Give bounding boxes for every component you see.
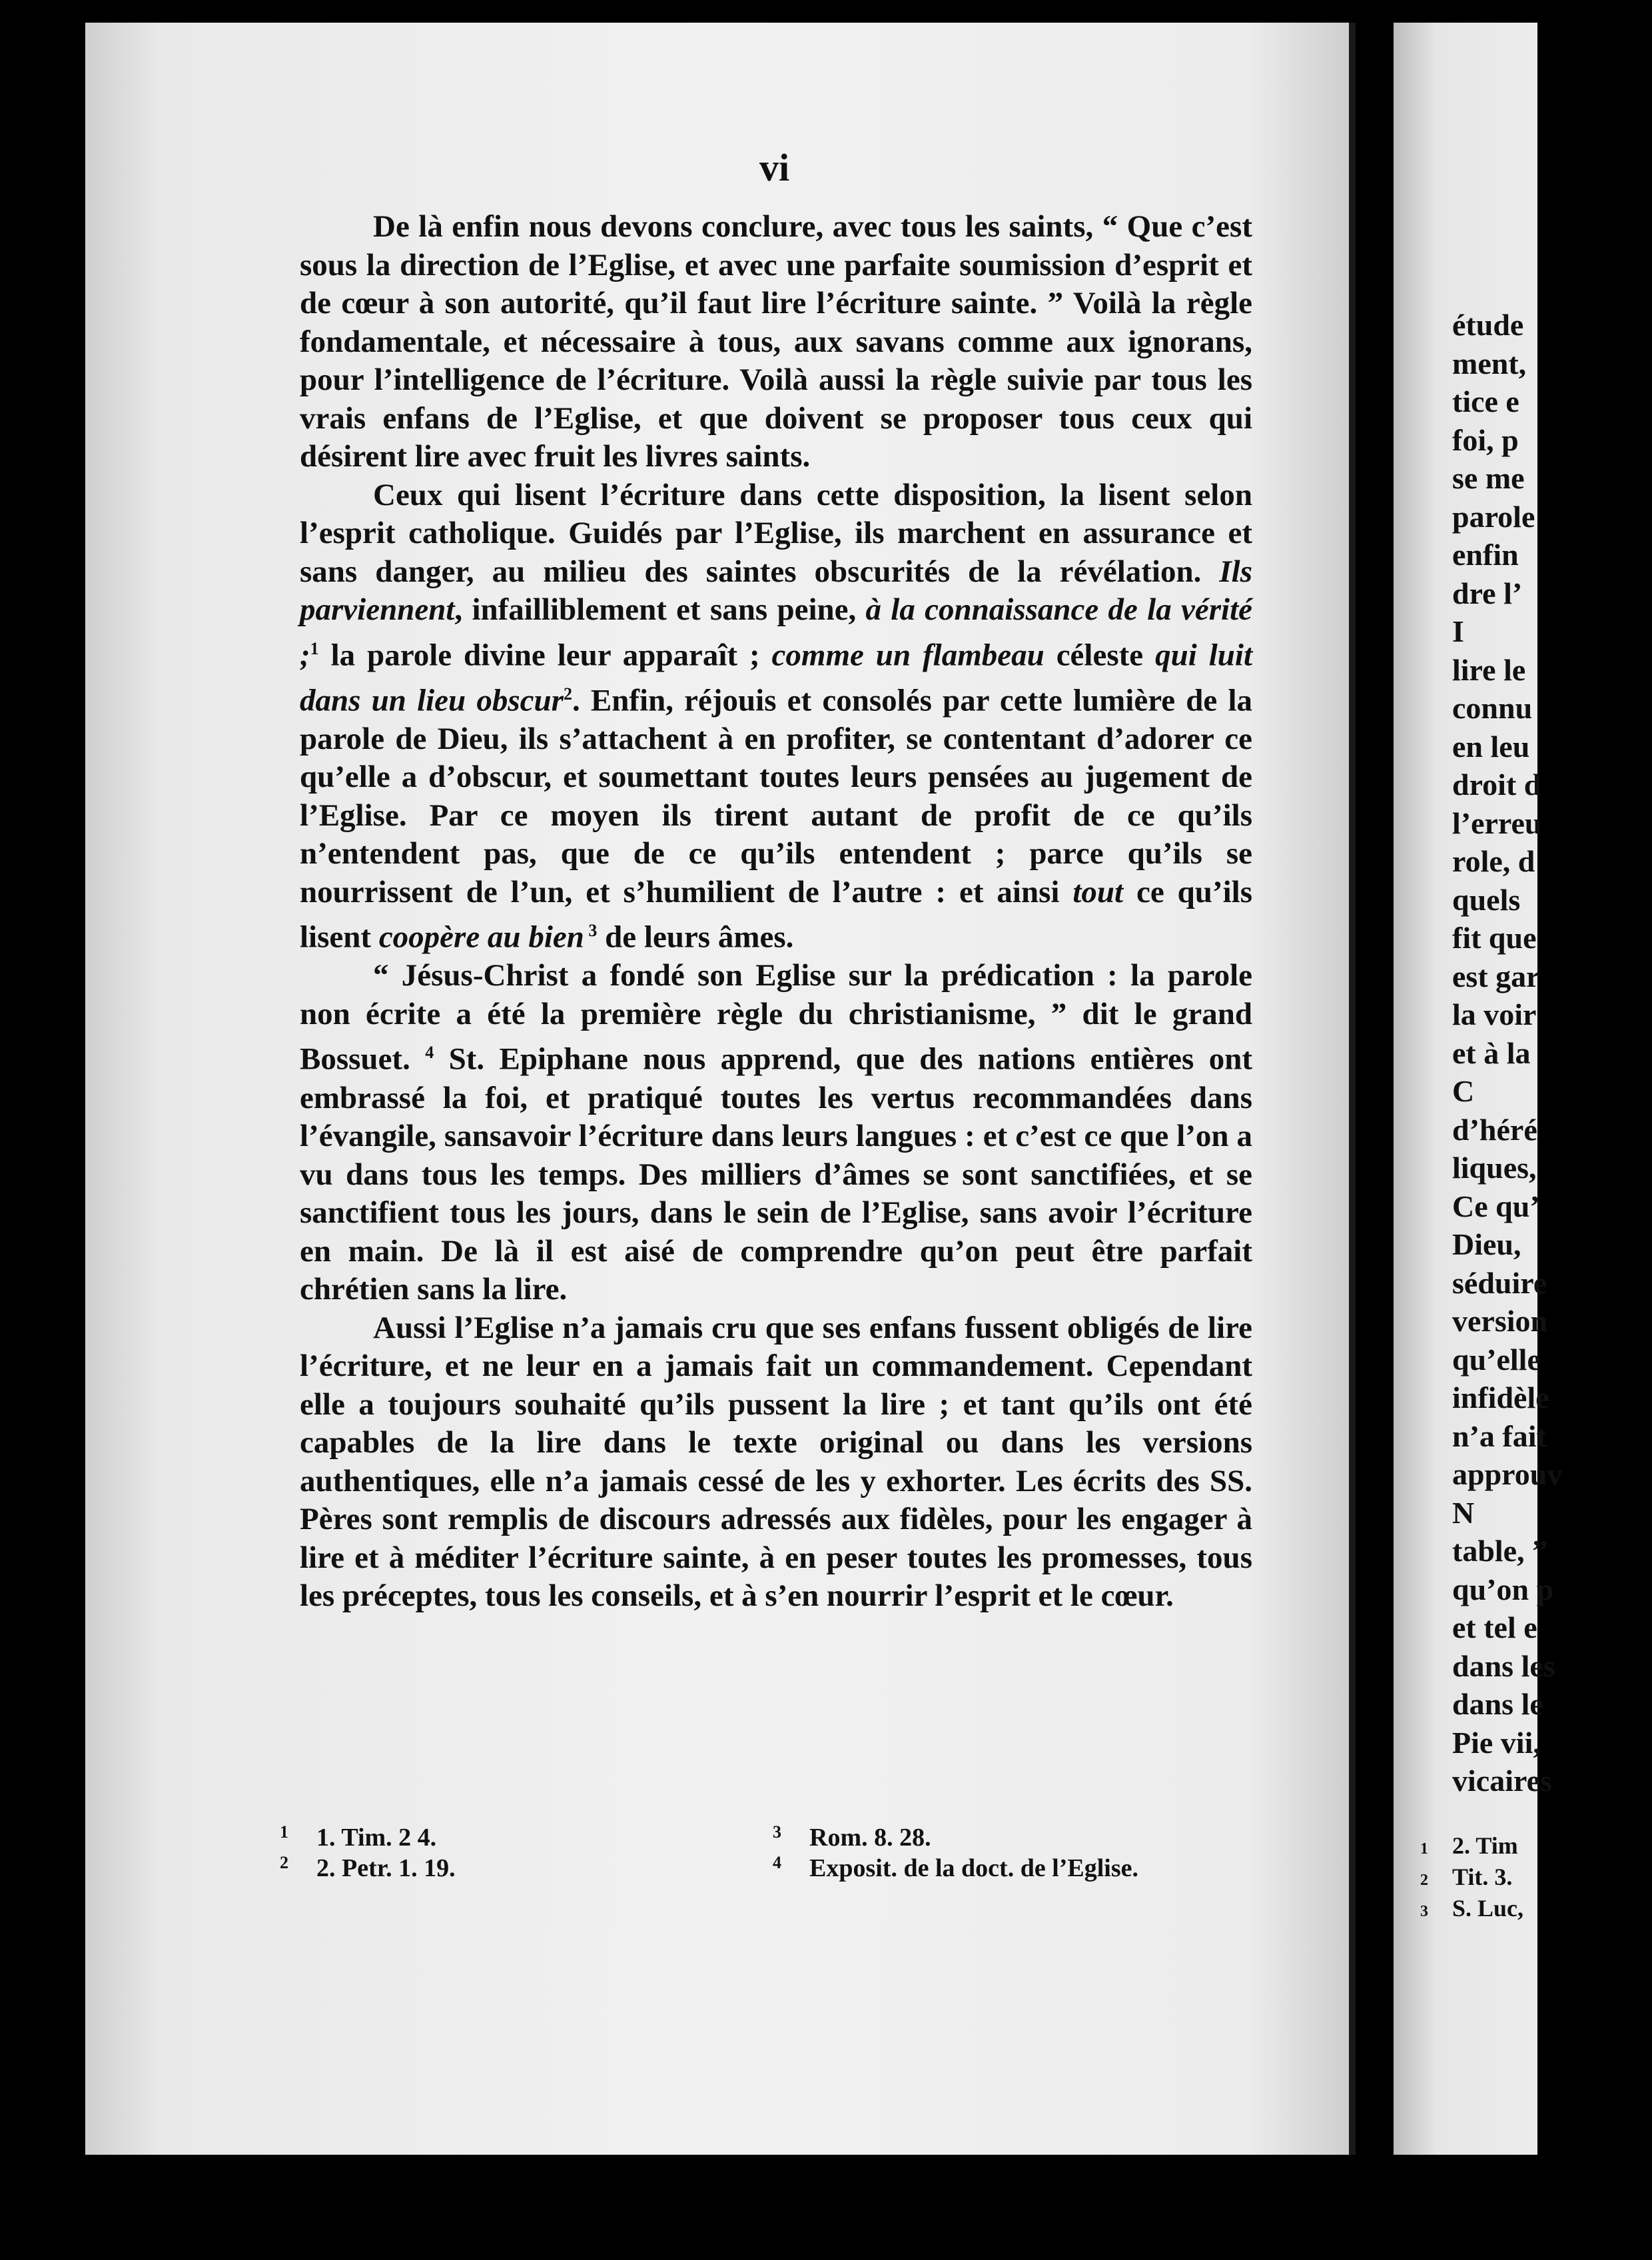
page-gutter [1356, 23, 1394, 2155]
adjacent-line: dans les [1452, 1648, 1555, 1683]
footnote-mark: 2 [1420, 1872, 1428, 1889]
footnote-mark: 2 [280, 1853, 288, 1872]
text-run: la parole divine leur apparaît ; [318, 638, 772, 673]
body-text [300, 208, 1252, 1616]
text-run: céleste [1044, 638, 1156, 673]
adjacent-line: quels [1452, 882, 1521, 917]
paragraph [300, 476, 1252, 957]
footnote-ref: 2 [563, 684, 572, 704]
footnote-mark: 1 [280, 1822, 288, 1842]
footnote [280, 1853, 759, 1884]
adjacent-footnote [1420, 1832, 1523, 1863]
footnote-text: S. Luc, [1452, 1895, 1524, 1922]
adjacent-line: n’a fait [1452, 1418, 1547, 1453]
footnote-mark: 1 [1420, 1840, 1428, 1858]
footnote-text: Tit. 3. [1452, 1864, 1513, 1890]
adjacent-line: vicaires [1452, 1764, 1552, 1798]
adjacent-line: qu’on p [1452, 1572, 1554, 1606]
footnote-mark: 4 [773, 1853, 781, 1872]
adjacent-line: version [1452, 1304, 1548, 1338]
text-run: Ceux qui lisent l’écriture dans cette disposition, la lisent selon l’esprit catholique. Guidés par l’Eglise, ils marchent en assurance et sans danger, au milieu des saintes obscurités de la révélation. [300, 477, 1252, 589]
italic-run: coopère au bien [378, 919, 584, 955]
footnote-text: Exposit. de la doct. de l’Eglise. [809, 1854, 1139, 1882]
adjacent-line: parole [1452, 499, 1535, 534]
footnote [773, 1822, 1252, 1853]
paragraph [300, 1309, 1252, 1616]
adjacent-line: I [1452, 614, 1464, 648]
adjacent-page-fragment [1394, 23, 1563, 2155]
adjacent-line: dans le [1452, 1687, 1543, 1721]
adjacent-line: et tel e [1452, 1610, 1537, 1644]
adjacent-line: séduire [1452, 1265, 1547, 1300]
adjacent-line: lire le [1452, 652, 1526, 687]
text-run: De là enfin nous devons conclure, avec tous les saints, “ Que c’est sous la direction de l’Eglise, et avec une parfaite soumission d’esprit et de cœur à son autorité, qu’il faut lire l’écriture sainte. ” Voilà la règle fondamentale, et nécessaire à tous, aux savans comme aux ignorans, pour l’intelligence de l’écriture. Voilà aussi la règle suivie par tous les vrais enfans de l’Eglise, et que doivent se proposer tous ceux qui désirent lire avec fruit les livres saints. [300, 209, 1252, 474]
page-number: vi [759, 146, 790, 189]
paragraph [300, 208, 1252, 476]
adjacent-line: Dieu, [1452, 1227, 1521, 1261]
adjacent-line: et à la [1452, 1035, 1531, 1070]
italic-run: tout [1072, 874, 1124, 909]
adjacent-page-footnotes [1420, 1832, 1523, 1926]
italic-run: à la connaissance de la vérité ; [300, 592, 1253, 673]
adjacent-line: droit d [1452, 768, 1541, 802]
adjacent-line: se me [1452, 461, 1525, 495]
text-run: , infailliblement et sans peine, [454, 592, 866, 627]
footnote-text: 2. Tim [1452, 1832, 1518, 1859]
adjacent-line: foi, p [1452, 422, 1519, 457]
footnote-ref: 1 [310, 638, 319, 658]
adjacent-line: étude [1452, 308, 1524, 342]
adjacent-line: d’héré [1452, 1112, 1537, 1147]
adjacent-line: infidèle [1452, 1381, 1549, 1414]
adjacent-line: tice e [1452, 384, 1519, 418]
adjacent-line: enfin [1452, 538, 1519, 572]
text-run: de leurs âmes. [597, 919, 794, 955]
adjacent-line: l’erreu [1452, 806, 1542, 840]
adjacent-page-text [1452, 306, 1652, 1800]
footnote-mark: 3 [1420, 1903, 1428, 1920]
adjacent-line: table, ” [1452, 1534, 1548, 1568]
adjacent-line: la voir [1452, 997, 1537, 1031]
text-run: ce qu’ils lisent [300, 874, 1252, 955]
footnote-ref: 3 [584, 921, 598, 941]
adjacent-line: Pie vii, [1452, 1725, 1541, 1760]
adjacent-line: ment, [1452, 346, 1527, 380]
footnote [773, 1853, 1252, 1884]
footnote-text: 2. Petr. 1. 19. [316, 1854, 456, 1882]
adjacent-line: Ce qu’ [1452, 1189, 1540, 1223]
adjacent-line: en leu [1452, 729, 1530, 764]
footnote [280, 1822, 759, 1853]
adjacent-line: approuv [1452, 1457, 1563, 1491]
footnote-text: Rom. 8. 28. [809, 1824, 931, 1852]
adjacent-line: liques, [1452, 1151, 1537, 1185]
italic-run: Ils parviennent [300, 554, 1252, 627]
footnote-text: 1. Tim. 2 4. [316, 1824, 437, 1852]
adjacent-line: dre l’ [1452, 576, 1523, 610]
text-run: St. Epiphane nous apprend, que des nations entières ont embrassé la foi, et pratiqué toutes les vertus recommandées dans l’évangile, sansavoir l’écriture dans leurs langues : et c’est ce que l’on a vu dans tous les temps. Des milliers d’âmes se sont sanctifiées, et se sanctifient tous les jours, dans le sein de l’Eglise, sans avoir l’écriture en main. De là il est aisé de comprendre qu’on peut être parfait chrétien sans la lire. [300, 1042, 1252, 1307]
adjacent-line: est gar [1452, 959, 1540, 993]
adjacent-line: fit que [1452, 921, 1537, 955]
footnote-mark: 3 [773, 1822, 781, 1842]
adjacent-line: connu [1452, 691, 1533, 725]
adjacent-line: C [1452, 1074, 1475, 1108]
text-run: Aussi l’Eglise n’a jamais cru que ses enfans fussent obligés de lire l’écriture, et ne leur en a jamais fait un commandement. Cependant elle a toujours souhaité qu’ils pussent la lire ; et tant qu’ils ont été capables de la lire dans le texte original ou dans les versions authentiques, elle n’a jamais cessé de les y exhorter. Les écrits des SS. Pères sont remplis de discours adressés aux fidèles, pour les engager à lire et à méditer l’écriture sainte, à en peser toutes les promesses, tous les préceptes, tous les conseils, et à s’en nourrir l’esprit et le cœur. [300, 1310, 1252, 1614]
adjacent-line: role, d [1452, 844, 1535, 878]
footnotes-right-column [773, 1822, 1252, 1884]
paragraph [300, 957, 1252, 1309]
italic-run: qui luit dans un lieu obscur [300, 638, 1253, 718]
adjacent-line: qu’elle [1452, 1342, 1541, 1377]
italic-run: comme un flambeau [771, 638, 1044, 673]
footnotes-left-column [280, 1822, 759, 1884]
text-run: . Enfin, réjouis et consolés par cette lumière de la parole de Dieu, ils s’attachent à en profiter, se contentant d’adorer ce qu’elle a d’obscur, et soumettant toutes leurs pensées au jugement de l’Eglise. Par ce moyen ils tirent autant de profit de ce qu’ils n’entendent pas, que de ce qu’ils entendent ; parce qu’ils se nourrissent de l’un, et s’humilient de l’autre : et ainsi [300, 683, 1253, 909]
adjacent-footnote [1420, 1894, 1523, 1926]
text-run: “ Jésus-Christ a fondé son Eglise sur la prédication : la parole non écrite a été la première règle du christianisme, ” dit le grand Bossuet. [300, 958, 1252, 1077]
adjacent-line: N [1452, 1495, 1475, 1530]
adjacent-footnote [1420, 1863, 1523, 1894]
footnote-ref: 4 [425, 1043, 434, 1063]
